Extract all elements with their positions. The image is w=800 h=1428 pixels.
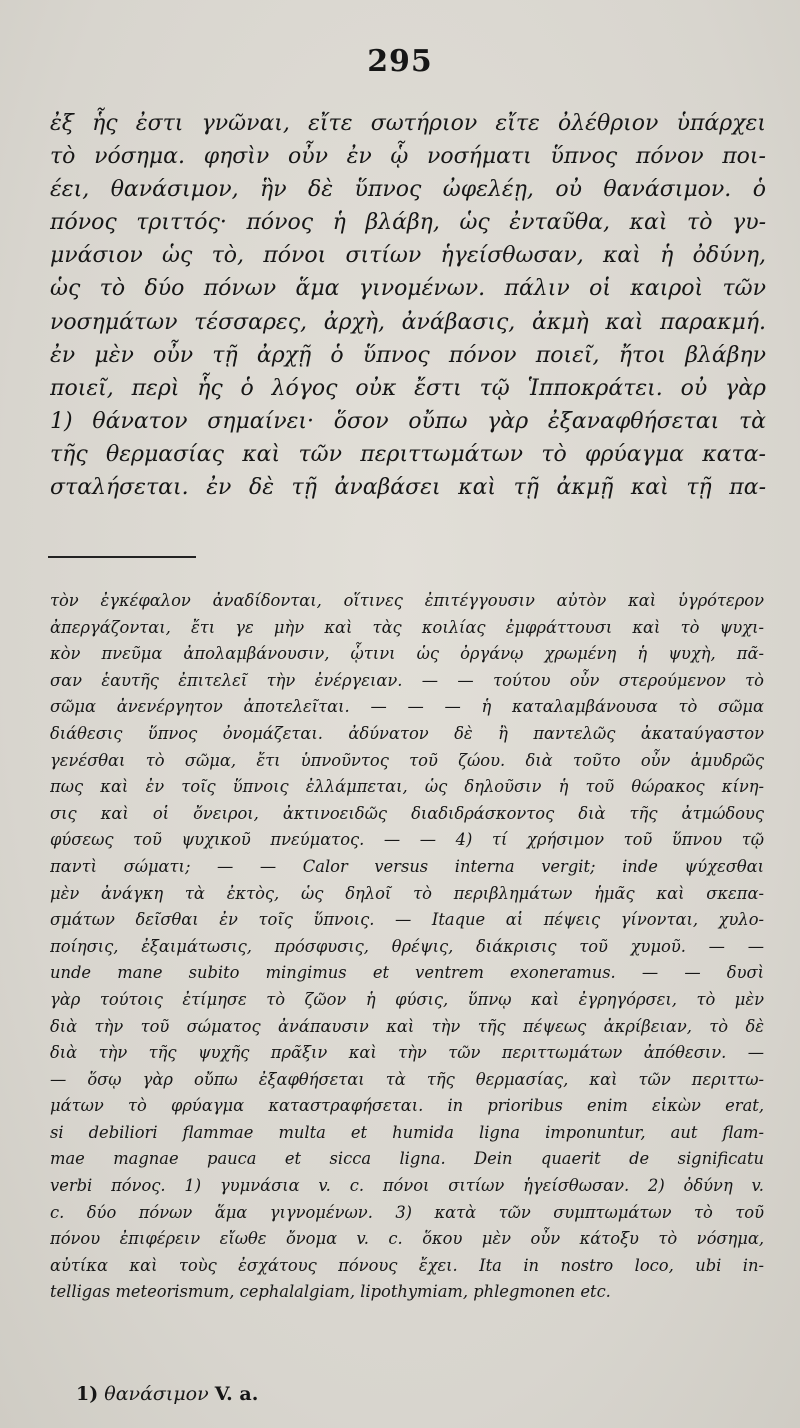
note-line: αὐτίκα καὶ τοὺς ἐσχάτους πόνους ἔχει. Ita in nostro loco, ubi in- [50,1255,764,1275]
footnote-number: 1) [76,1383,99,1405]
main-text-line: ὡς τὸ δύο πόνων ἅμα γινομένων. πάλιν οἱ καιροὶ τῶν [50,276,766,302]
note-line: — ὅσῳ γὰρ οὔπω ἐξαφθήσεται τὰ τῆς θερμασίας, καὶ τῶν περιττω- [50,1069,764,1089]
footnote [76,1383,258,1405]
note-line: c. δύο πόνων ἅμα γιγνομένων. 3) κατὰ τῶν συμπτωμάτων τὸ τοῦ [50,1202,764,1222]
main-text-line: μνάσιον ὡς τὸ, πόνοι σιτίων ἡγείσθωσαν, καὶ ἡ ὀδύνη, [50,243,766,269]
main-text-line: τὸ νόσημα. φησὶν οὖν ἐν ᾧ νοσήματι ὕπνος πόνον ποι- [50,144,766,170]
note-line: ποίησις, ἐξαιμάτωσις, πρόσφυσις, θρέψις, διάκρισις τοῦ χυμοῦ. — — [50,936,764,956]
note-line: γενέσθαι τὸ σῶμα, ἔτι ὑπνοῦντος τοῦ ζώου. διὰ τοῦτο οὖν ἀμυδρῶς [50,750,764,770]
main-text-line: σταλήσεται. ἐν δὲ τῇ ἀναβάσει καὶ τῇ ἀκμῇ καὶ τῇ πα- [50,475,766,501]
note-line: unde mane subito mingimus et ventrem exoneramus. — — δυσὶ [50,963,764,983]
note-line: σις καὶ οἱ ὄνειροι, ἀκτινοειδῶς διαδιδράσκοντος διὰ τῆς ἀτμώδους [50,803,764,823]
note-line: σμάτων δεῖσθαι ἐν τοῖς ὕπνοις. — Itaque αἱ πέψεις γίνονται, χυλο- [50,910,764,930]
note-line: διὰ τὴν τοῦ σώματος ἀνάπαυσιν καὶ τὴν τῆς πέψεως ἀκρίβειαν, τὸ δὲ [50,1016,764,1036]
main-text-line: ποιεῖ, περὶ ἧς ὁ λόγος οὐκ ἔστι τῷ Ἱπποκράτει. οὐ γὰρ [50,375,766,401]
main-text-line: έει, θανάσιμον, ἣν δὲ ὕπνος ὠφελέῃ, οὐ θανάσιμον. ὁ [50,177,766,203]
main-text-line: τῆς θερμασίας καὶ τῶν περιττωμάτων τὸ φρύαγμα κατα- [50,441,766,467]
note-line: σῶμα ἀνενέργητον ἀποτελεῖται. — — — ἡ καταλαμβάνουσα τὸ σῶμα [50,697,764,717]
main-text [50,107,766,504]
note-line: γὰρ τούτοις ἐτίμησε τὸ ζῶον ἡ φύσις, ὕπνῳ καὶ ἐγρηγόρσει, τὸ μὲν [50,989,764,1009]
note-line: μάτων τὸ φρύαγμα καταστραφήσεται. in prioribus enim εἰκὼν erat, [50,1096,764,1116]
note-line: mae magnae pauca et sicca ligna. Dein quaerit de significatu [50,1149,764,1169]
note-line: verbi πόνος. 1) γυμνάσια v. c. πόνοι σιτίων ἡγείσθωσαν. 2) ὀδύνη v. [50,1176,764,1196]
main-text-line: ἐξ ἧς ἐστι γνῶναι, εἴτε σωτήριον εἴτε ὀλέθριον ὑπάρχει [50,111,766,136]
main-text-line: πόνος τριττός· πόνος ἡ βλάβη, ὡς ἐνταῦθα, καὶ τὸ γυ- [50,210,766,236]
notes-divider [48,556,196,558]
commentary-notes [50,588,764,1306]
page-number: 295 [367,44,433,79]
footnote-source: V. a. [214,1383,259,1405]
note-line: κὸν πνεῦμα ἀπολαμβάνουσιν, ᾧτινι ὡς ὀργάνῳ χρωμένη ἡ ψυχὴ, πᾶ- [50,644,764,664]
main-text-line: 1) θάνατον σημαίνει· ὅσον οὔπω γὰρ ἐξαναφθήσεται τὰ [50,408,766,434]
note-line: telligas meteorismum, cephalalgiam, lipothymiam, phlegmonen etc. [50,1282,611,1302]
note-line: τὸν ἐγκέφαλον ἀναδίδονται, οἵτινες ἐπιτέγγουσιν αὐτὸν καὶ ὑγρότερον [50,591,764,610]
note-line: φύσεως τοῦ ψυχικοῦ πνεύματος. — — 4) τί χρήσιμον τοῦ ὕπνου τῷ [50,830,764,850]
main-text-line: ἐν μὲν οὖν τῇ ἀρχῇ ὁ ὕπνος πόνον ποιεῖ, ἤτοι βλάβην [50,342,766,368]
note-line: πόνου ἐπιφέρειν εἴωθε ὄνομα v. c. ὅκου μὲν οὖν κάτοξυ τὸ νόσημα, [50,1229,764,1249]
note-line: διάθεσις ὕπνος ὀνομάζεται. ἀδύνατον δὲ ἢ παντελῶς ἀκαταύγαστον [50,723,764,743]
note-line: μὲν ἀνάγκη τὰ ἐκτὸς, ὡς δηλοῖ τὸ περιβλημάτων ἡμᾶς καὶ σκεπα- [50,883,764,903]
note-line: παντὶ σώματι; — — Calor versus interna vergit; inde ψύχεσθαι [50,856,764,876]
footnote-greek: θανάσιμον [104,1383,209,1405]
note-line: διὰ τὴν τῆς ψυχῆς πρᾶξιν καὶ τὴν τῶν περιττωμάτων ἀπόθεσιν. — [50,1043,764,1063]
note-line: πως καὶ ἐν τοῖς ὕπνοις ἐλλάμπεται, ὡς δηλοῦσιν ἡ τοῦ θώρακος κίνη- [50,777,764,797]
note-line: σαν ἑαυτῆς ἐπιτελεῖ τὴν ἐνέργειαν. — — τούτου οὖν στερούμενον τὸ [50,670,764,690]
note-line: ἀπεργάζονται, ἔτι γε μὴν καὶ τὰς κοιλίας ἐμφράττουσι καὶ τὸ ψυχι- [50,617,764,637]
note-line: si debiliori flammae multa et humida ligna imponuntur, aut flam- [50,1122,764,1142]
main-text-line: νοσημάτων τέσσαρες, ἀρχὴ, ἀνάβασις, ἀκμὴ καὶ παρακμή. [50,309,766,335]
